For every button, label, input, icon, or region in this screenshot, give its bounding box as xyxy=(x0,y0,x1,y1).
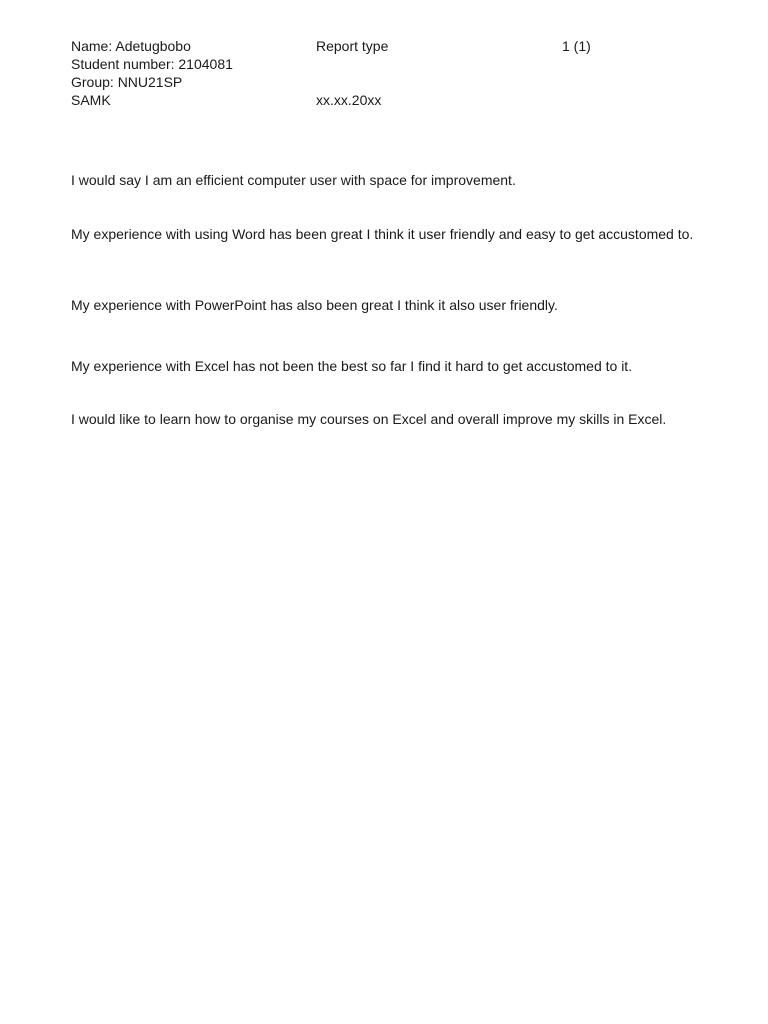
page-number: 1 (1) xyxy=(562,38,591,54)
paragraph-2: My experience with using Word has been great I think it user friendly and easy to get accustomed to. xyxy=(71,226,694,242)
paragraph-5: I would like to learn how to organise my courses on Excel and overall improve my skills in Excel. xyxy=(71,411,667,427)
student-name: Name: Adetugbobo xyxy=(71,38,191,54)
student-group: Group: NNU21SP xyxy=(71,74,183,90)
student-number: Student number: 2104081 xyxy=(71,56,233,72)
paragraph-1: I would say I am an efficient computer user with space for improvement. xyxy=(71,172,516,188)
header-row-3 xyxy=(71,73,631,91)
report-type: Report type xyxy=(316,38,389,54)
paragraph-3: My experience with PowerPoint has also been great I think it also user friendly. xyxy=(71,297,558,313)
school-name: SAMK xyxy=(71,92,111,108)
report-date: xx.xx.20xx xyxy=(316,92,382,108)
paragraph-4: My experience with Excel has not been the best so far I find it hard to get accustomed to it. xyxy=(71,358,633,374)
header-row-1 xyxy=(71,37,631,55)
header-row-4 xyxy=(71,91,631,109)
document-header xyxy=(71,37,631,109)
header-row-2 xyxy=(71,55,631,73)
